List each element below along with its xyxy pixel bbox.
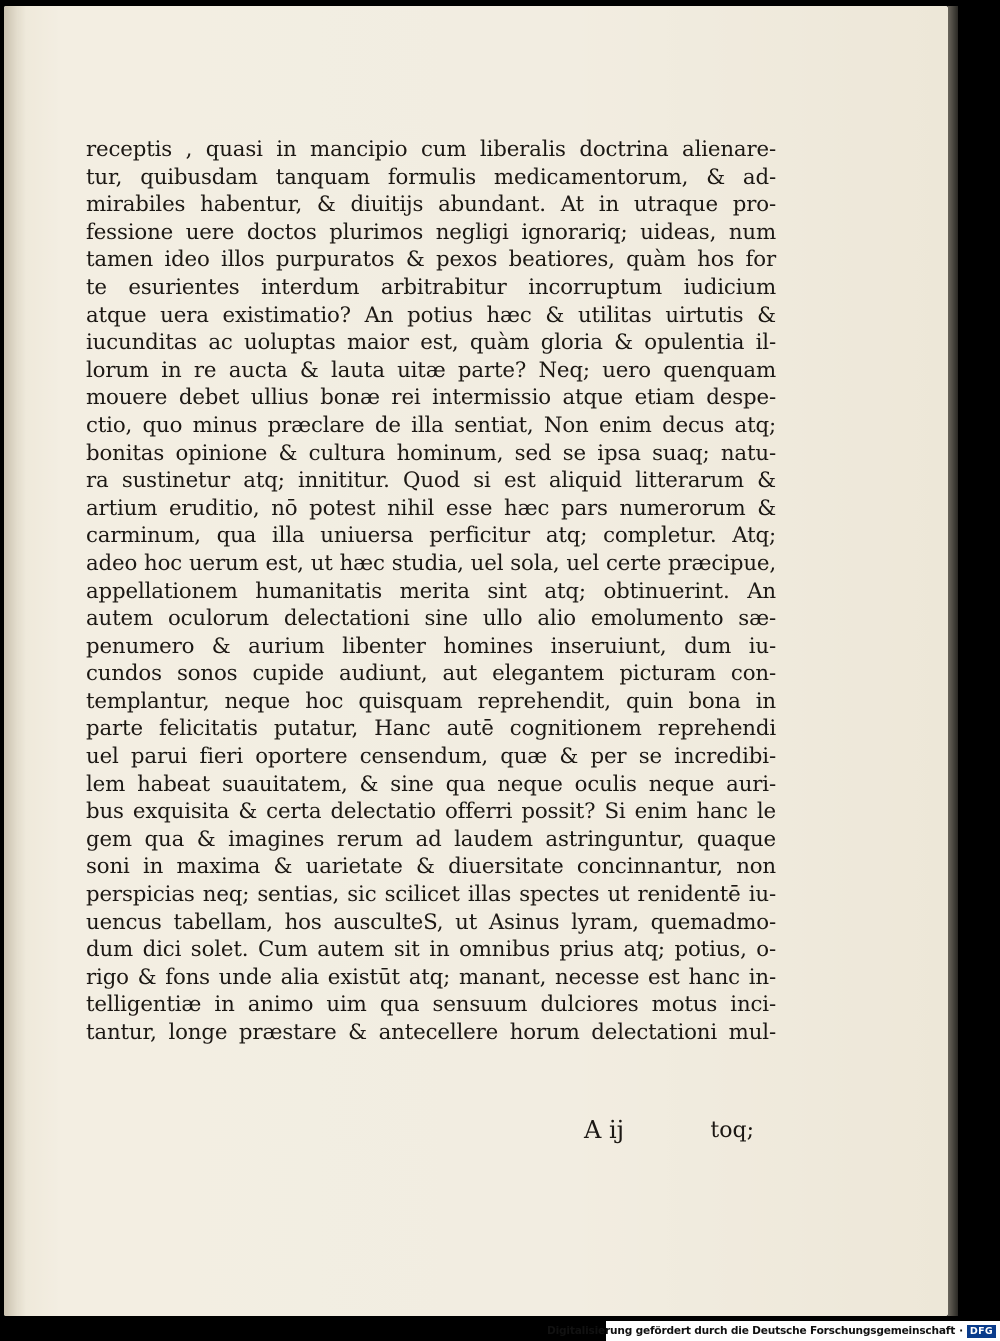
text-line: ctio, quo minus præclare de illa sentiat, Non enim decus atq; bbox=[86, 412, 776, 438]
digitization-credit-bar bbox=[546, 1321, 1000, 1341]
text-line: soni in maxima & uarietate & diuersitate concinnantur, non bbox=[86, 854, 776, 880]
book-page bbox=[4, 6, 948, 1316]
text-line: dum dici solet. Cum autem sit in omnibus prius atq; potius, o- bbox=[86, 937, 776, 963]
page-text-block bbox=[86, 136, 776, 1047]
text-line: artium eruditio, nō potest nihil esse hæc pars numerorum & bbox=[86, 495, 776, 521]
page-footer-marks bbox=[584, 1116, 764, 1146]
text-line: te esurientes interdum arbitrabitur incorruptum iudicium bbox=[86, 274, 776, 300]
text-line: parte felicitatis putatur, Hanc autē cognitionem reprehendi bbox=[86, 716, 776, 742]
text-line: rigo & fons unde alia existūt atq; manant, necesse est hanc in- bbox=[86, 964, 776, 990]
text-line: carminum, qua illa uniuersa perficitur atq; completur. Atq; bbox=[86, 523, 776, 549]
text-line: adeo hoc uerum est, ut hæc studia, uel sola, uel certe præcipue, bbox=[86, 550, 776, 576]
text-line: uel parui fieri oportere censendum, quæ & per se incredibi- bbox=[86, 744, 776, 770]
text-line: bus exquisita & certa delectatio offerri possit? Si enim hanc le bbox=[86, 799, 776, 825]
text-line: bonitas opinione & cultura hominum, sed se ipsa suaq; natu- bbox=[86, 440, 776, 466]
text-line: lorum in re aucta & lauta uitæ parte? Neq; uero quenquam bbox=[86, 357, 776, 383]
text-line: atque uera existimatio? An potius hæc & utilitas uirtutis & bbox=[86, 302, 776, 328]
dfg-logo-icon: DFG bbox=[967, 1325, 996, 1338]
text-line: cundos sonos cupide audiunt, aut elegantem picturam con- bbox=[86, 661, 776, 687]
text-line: tamen ideo illos purpuratos & pexos beatiores, quàm hos for bbox=[86, 247, 776, 273]
text-line: perspicias neq; sentias, sic scilicet illas spectes ut renidentē iu- bbox=[86, 882, 776, 908]
credit-text: Digitalisierung gefördert durch die Deutsche Forschungsgemeinschaft bbox=[546, 1325, 956, 1337]
signature-mark: A ij bbox=[584, 1116, 625, 1144]
credit-separator: · bbox=[959, 1325, 963, 1337]
text-line: templantur, neque hoc quisquam reprehendit, quin bona in bbox=[86, 688, 776, 714]
text-line: gem qua & imagines rerum ad laudem astringuntur, quaque bbox=[86, 826, 776, 852]
text-line: ra sustinetur atq; innititur. Quod si est aliquid litterarum & bbox=[86, 468, 776, 494]
text-line: appellationem humanitatis merita sint atq; obtinuerint. An bbox=[86, 578, 776, 604]
page-edge-shadow bbox=[948, 6, 958, 1316]
text-line: receptis , quasi in mancipio cum liberalis doctrina alienare- bbox=[86, 137, 776, 162]
text-line: fessione uere doctos plurimos negligi ignorariq; uideas, num bbox=[86, 219, 776, 245]
text-line: mirabiles habentur, & diuitijs abundant. At in utraque pro- bbox=[86, 192, 776, 218]
text-line: uencus tabellam, hos ausculteS, ut Asinus lyram, quemadmo- bbox=[86, 909, 776, 935]
text-line: lem habeat suauitatem, & sine qua neque oculis neque auri- bbox=[86, 771, 776, 797]
text-line: telligentiæ in animo uim qua sensuum dulciores motus inci- bbox=[86, 992, 776, 1018]
text-line: mouere debet ullius bonæ rei intermissio atque etiam despe- bbox=[86, 385, 776, 411]
text-line: autem oculorum delectationi sine ullo alio emolumento sæ- bbox=[86, 606, 776, 632]
text-line: penumero & aurium libenter homines inseruiunt, dum iu- bbox=[86, 633, 776, 659]
text-line: iucunditas ac uoluptas maior est, quàm gloria & opulentia il- bbox=[86, 330, 776, 356]
catchword: toq; bbox=[710, 1118, 754, 1143]
text-line: tur, quibusdam tanquam formulis medicamentorum, & ad- bbox=[86, 164, 776, 190]
text-line: tantur, longe præstare & antecellere horum delectationi mul- bbox=[86, 1020, 776, 1045]
